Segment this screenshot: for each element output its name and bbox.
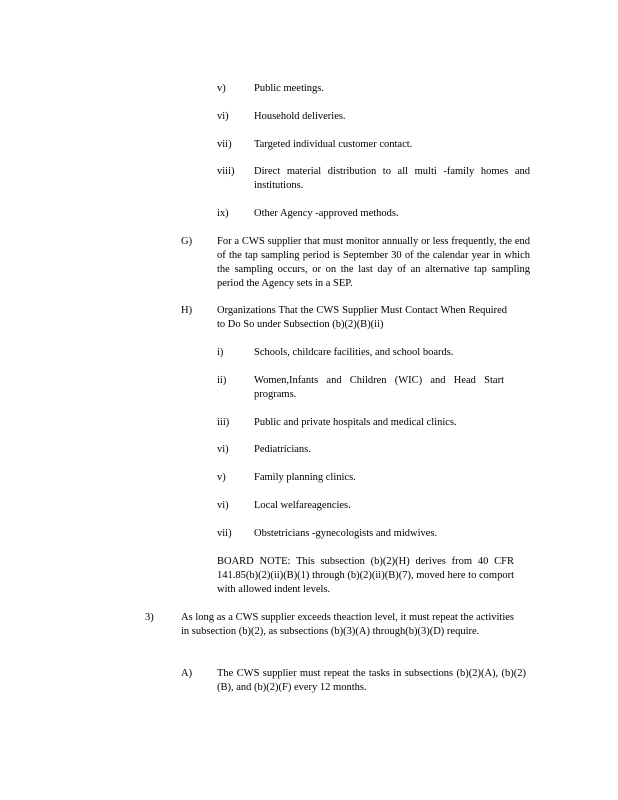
list-text: Other Agency -approved methods. xyxy=(254,208,399,219)
list-text: Women,Infants and Children (WIC) and Head Start programs. xyxy=(254,375,504,400)
section-label: H) xyxy=(181,305,193,316)
list-text: Public meetings. xyxy=(254,83,324,94)
section-text: The CWS supplier must repeat the tasks in subsections (b)(2)(A), (b)(2)(B), and (b)(2)(F) every 12 months. xyxy=(217,668,526,693)
section-text: As long as a CWS supplier exceeds theaction level, it must repeat the activities in subsection (b)(2), as subsections (b)(3)(A) through(b)(3)(D) require. xyxy=(181,612,514,637)
board-note: BOARD NOTE: This subsection (b)(2)(H) derives from 40 CFR 141.85(b)(2)(ii)(B)(1) through (b)(2)(ii)(B)(7), moved here to comport with allowed indent levels. xyxy=(217,556,514,595)
list-label: ii) xyxy=(217,375,227,386)
section-label: 3) xyxy=(145,612,154,623)
section-text: For a CWS supplier that must monitor annually or less frequently, the end of the tap sampling period is September 30 of the calendar year in which the sampling occurs, or on the last day of an alternative tap sampling period the Agency sets in a SEP. xyxy=(217,236,530,289)
list-text: Local welfareagencies. xyxy=(254,500,351,511)
list-label: vii) xyxy=(217,139,232,150)
list-label: ix) xyxy=(217,208,229,219)
list-label: vii) xyxy=(217,528,232,539)
section-label: G) xyxy=(181,236,193,247)
list-label: i) xyxy=(217,347,224,358)
section-text: Organizations That the CWS Supplier Must Contact When Required to Do So under Subsection (b)(2)(B)(ii) xyxy=(217,305,507,330)
list-label: vi) xyxy=(217,444,229,455)
list-label: vi) xyxy=(217,111,229,122)
list-text: Household deliveries. xyxy=(254,111,346,122)
list-text: Schools, childcare facilities, and school boards. xyxy=(254,347,454,358)
list-text: Targeted individual customer contact. xyxy=(254,139,413,150)
list-text: Obstetricians -gynecologists and midwives. xyxy=(254,528,438,539)
list-label: viii) xyxy=(217,166,235,177)
list-label: vi) xyxy=(217,500,229,511)
list-text: Pediatricians. xyxy=(254,444,311,455)
section-label: A) xyxy=(181,668,193,679)
list-label: iii) xyxy=(217,417,230,428)
list-text: Family planning clinics. xyxy=(254,472,356,483)
list-text: Public and private hospitals and medical clinics. xyxy=(254,417,457,428)
list-label: v) xyxy=(217,83,226,94)
list-text: Direct material distribution to all multi -family homes and institutions. xyxy=(254,166,530,191)
list-label: v) xyxy=(217,472,226,483)
